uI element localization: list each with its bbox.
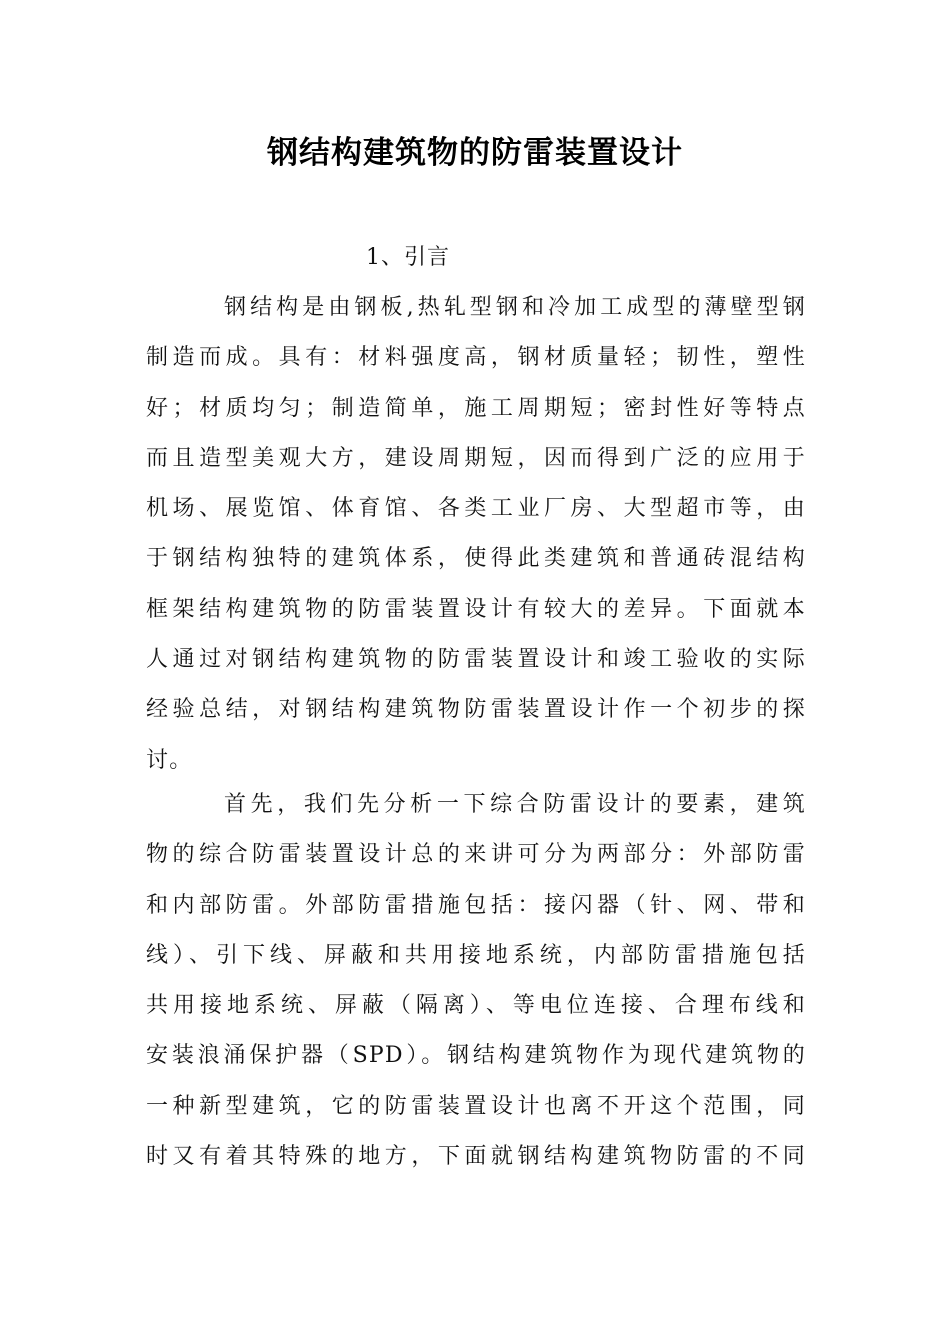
paragraph-line: 安装浪涌保护器（SPD）。钢结构建筑物作为现代建筑物的	[146, 1043, 806, 1069]
paragraph-line: 制造而成。具有：材料强度高，钢材质量轻；韧性，塑性	[146, 345, 806, 371]
paragraph-line: 线）、引下线、屏蔽和共用接地系统，内部防雷措施包括	[146, 942, 806, 968]
paragraph-line: 物的综合防雷装置设计总的来讲可分为两部分：外部防雷	[146, 842, 806, 868]
paragraph-line: 好；材质均匀；制造简单，施工周期短；密封性好等特点	[146, 395, 806, 421]
paragraph-line: 框架结构建筑物的防雷装置设计有较大的差异。下面就本	[146, 596, 806, 622]
paragraph-line: 讨。	[146, 747, 193, 773]
paragraph-line: 人通过对钢结构建筑物的防雷装置设计和竣工验收的实际	[146, 647, 806, 673]
paragraph-line: 而且造型美观大方，建设周期短，因而得到广泛的应用于	[146, 445, 806, 471]
paragraph-lightning-design	[146, 780, 806, 1182]
paragraph-line: 时又有着其特殊的地方，下面就钢结构建筑物防雷的不同	[146, 1144, 806, 1170]
paragraph-line: 于钢结构独特的建筑体系，使得此类建筑和普通砖混结构	[146, 546, 806, 572]
document-title: 钢结构建筑物的防雷装置设计	[267, 135, 683, 171]
section-heading: 1、引言	[366, 245, 450, 270]
paragraph-line: 首先，我们先分析一下综合防雷设计的要素，建筑	[224, 792, 806, 817]
paragraph-line: 共用接地系统、屏蔽（隔离）、等电位连接、合理布线和	[146, 993, 806, 1019]
paragraph-line: 机场、展览馆、体育馆、各类工业厂房、大型超市等，由	[146, 496, 806, 522]
paragraph-line: 钢结构是由钢板,热轧型钢和冷加工成型的薄壁型钢	[224, 295, 806, 320]
paragraph-line: 一种新型建筑，它的防雷装置设计也离不开这个范围，同	[146, 1093, 806, 1119]
paragraph-line: 经验总结，对钢结构建筑物防雷装置设计作一个初步的探	[146, 697, 806, 723]
paragraph-introduction	[146, 283, 806, 786]
paragraph-line: 和内部防雷。外部防雷措施包括：接闪器（针、网、带和	[146, 892, 806, 918]
